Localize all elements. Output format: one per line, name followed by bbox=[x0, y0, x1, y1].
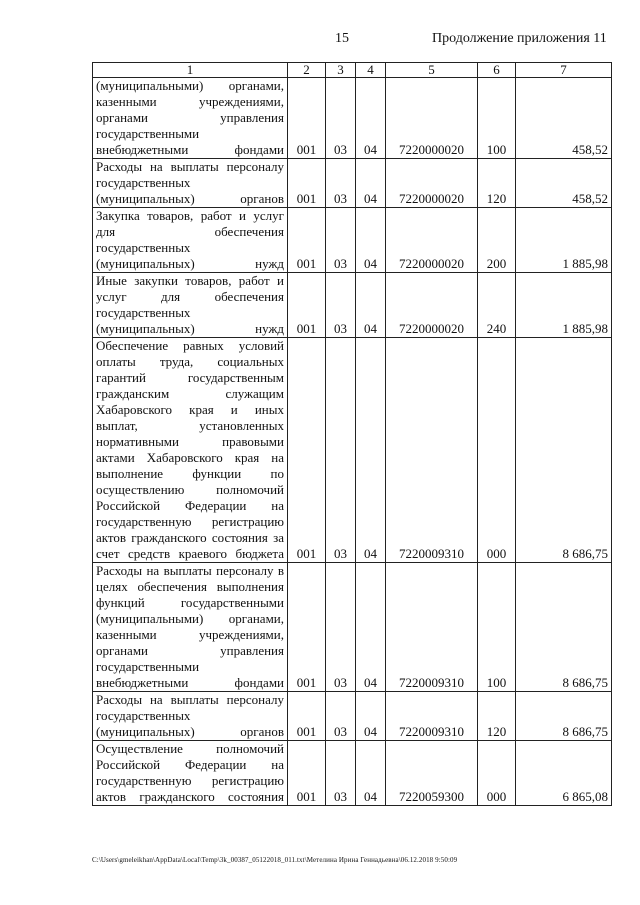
row-pr: 04 bbox=[356, 159, 386, 208]
row-gr: 001 bbox=[288, 159, 326, 208]
row-vr: 240 bbox=[478, 273, 516, 338]
column-header: 5 bbox=[386, 63, 478, 78]
row-vr: 100 bbox=[478, 563, 516, 692]
row-vr: 000 bbox=[478, 741, 516, 806]
row-pr: 04 bbox=[356, 563, 386, 692]
column-header: 3 bbox=[326, 63, 356, 78]
row-gr: 001 bbox=[288, 692, 326, 741]
table-header-row bbox=[93, 63, 612, 78]
row-csr: 7220009310 bbox=[386, 338, 478, 563]
row-vr: 000 bbox=[478, 338, 516, 563]
row-rz: 03 bbox=[326, 692, 356, 741]
row-gr: 001 bbox=[288, 273, 326, 338]
row-csr: 7220009310 bbox=[386, 563, 478, 692]
row-name: (муниципальными) органами, казенными учреждениями, органами управления государственными внебюджетными фондами bbox=[93, 78, 288, 159]
row-csr: 7220000020 bbox=[386, 208, 478, 273]
appendix-note: Продолжение приложения 11 bbox=[432, 31, 607, 46]
row-amount: 458,52 bbox=[516, 78, 612, 159]
row-rz: 03 bbox=[326, 78, 356, 159]
column-header: 4 bbox=[356, 63, 386, 78]
column-header: 1 bbox=[93, 63, 288, 78]
column-header: 6 bbox=[478, 63, 516, 78]
row-rz: 03 bbox=[326, 741, 356, 806]
table-row bbox=[93, 208, 612, 273]
row-rz: 03 bbox=[326, 208, 356, 273]
row-rz: 03 bbox=[326, 563, 356, 692]
row-amount: 8 686,75 bbox=[516, 692, 612, 741]
row-amount: 6 865,08 bbox=[516, 741, 612, 806]
row-vr: 200 bbox=[478, 208, 516, 273]
row-name: Закупка товаров, работ и услуг для обеспечения государственных (муниципальных) нужд bbox=[93, 208, 288, 273]
row-csr: 7220000020 bbox=[386, 78, 478, 159]
row-gr: 001 bbox=[288, 208, 326, 273]
row-csr: 7220000020 bbox=[386, 159, 478, 208]
row-name: Расходы на выплаты персоналу государственных (муниципальных) органов bbox=[93, 692, 288, 741]
table-row bbox=[93, 273, 612, 338]
row-rz: 03 bbox=[326, 159, 356, 208]
table-row bbox=[93, 692, 612, 741]
row-name: Обеспечение равных условий оплаты труда, социальных гарантий государственным гражданским служащим Хабаровского края и иных выплат, установленных нормативными правовыми актами Хабаровского края на выполнение функции по осуществлению полномочий Российской Федерации на государственную регистрацию актов гражданского состояния за счет средств краевого бюджета bbox=[93, 338, 288, 563]
table-row bbox=[93, 741, 612, 806]
column-header: 2 bbox=[288, 63, 326, 78]
row-vr: 100 bbox=[478, 78, 516, 159]
row-pr: 04 bbox=[356, 208, 386, 273]
budget-table bbox=[92, 62, 612, 806]
footer-file-path: C:\Users\gmeleikhan\AppData\Local\Temp\3k_00387_05122018_011.txt\Метелина Ирина Геннадьевна\06.12.2018 9:50:09 bbox=[92, 856, 458, 864]
row-csr: 7220059300 bbox=[386, 741, 478, 806]
row-name: Осуществление полномочий Российской Федерации на государственную регистрацию актов гражданского состояния bbox=[93, 741, 288, 806]
page-number: 15 bbox=[335, 31, 349, 46]
table-row bbox=[93, 563, 612, 692]
row-gr: 001 bbox=[288, 78, 326, 159]
row-pr: 04 bbox=[356, 741, 386, 806]
row-rz: 03 bbox=[326, 273, 356, 338]
row-vr: 120 bbox=[478, 692, 516, 741]
row-amount: 458,52 bbox=[516, 159, 612, 208]
row-rz: 03 bbox=[326, 338, 356, 563]
row-name: Расходы на выплаты персоналу в целях обеспечения выполнения функций государственными (муниципальными) органами, казенными учреждениями, органами управления государственными внебюджетными фондами bbox=[93, 563, 288, 692]
row-gr: 001 bbox=[288, 563, 326, 692]
row-amount: 8 686,75 bbox=[516, 563, 612, 692]
row-amount: 8 686,75 bbox=[516, 338, 612, 563]
row-csr: 7220000020 bbox=[386, 273, 478, 338]
row-amount: 1 885,98 bbox=[516, 208, 612, 273]
row-gr: 001 bbox=[288, 338, 326, 563]
row-name: Расходы на выплаты персоналу государственных (муниципальных) органов bbox=[93, 159, 288, 208]
row-pr: 04 bbox=[356, 338, 386, 563]
table-row bbox=[93, 159, 612, 208]
row-name: Иные закупки товаров, работ и услуг для обеспечения государственных (муниципальных) нужд bbox=[93, 273, 288, 338]
row-vr: 120 bbox=[478, 159, 516, 208]
table-row bbox=[93, 78, 612, 159]
row-csr: 7220009310 bbox=[386, 692, 478, 741]
row-amount: 1 885,98 bbox=[516, 273, 612, 338]
row-gr: 001 bbox=[288, 741, 326, 806]
column-header: 7 bbox=[516, 63, 612, 78]
row-pr: 04 bbox=[356, 78, 386, 159]
table-row bbox=[93, 338, 612, 563]
row-pr: 04 bbox=[356, 273, 386, 338]
row-pr: 04 bbox=[356, 692, 386, 741]
